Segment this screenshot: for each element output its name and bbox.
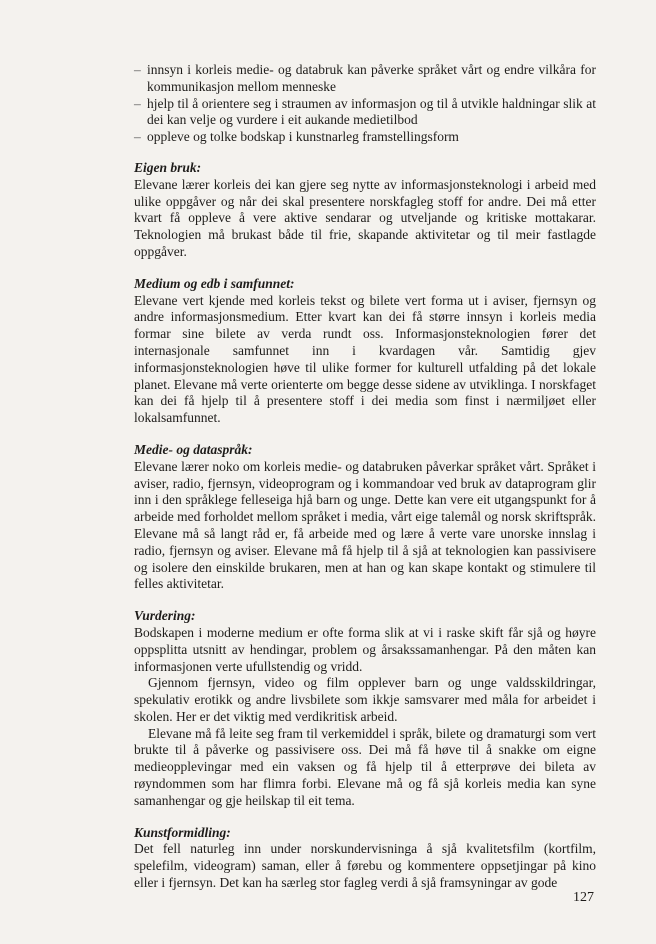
page-number: 127: [573, 890, 594, 905]
paragraph: Elevane lærer noko om korleis medie- og databruken påverkar språket vårt. Språket i aviser, radio, fjernsyn, videoprogram og i kommandoar ved bruk av dataprogram glir inn i den språklege felleseiga hjå barn og unge. Dette kan vere eit utgangspunkt for å arbeide med forholdet mellom språket i media, vårt eige talemål og norsk skriftspråk. Elevane må så langt råd er, få arbeide med og lære å verte vare unorske innslag i radio, fjernsyn og aviser. Elevane må få hjelp til å sjå at teknologien kan passivisere og isolere den einskilde brukaren, men at han og kan skape kontakt og stimulere til felles aktivitetar.: [134, 458, 596, 592]
paragraph: Bodskapen i moderne medium er ofte forma slik at vi i raske skift får sjå og høyre oppsplitta utsnitt av hendingar, problem og årsakssamanhengar. På den måten kan informasjonen verte ufullstendig og vridd.: [134, 624, 596, 674]
paragraph: Elevane må få leite seg fram til verkemiddel i språk, bilete og dramaturgi som vert brukte til å påverke og passivisere oss. Dei må få høve til å snakke om eigne medieopplevingar med ein vaksen og få hjelp til å etterprøve dei bileta av røyndommen som har flimra forbi. Elevane må og få sjå korleis media kan syne samanhengar og gje heilskap til eit tema.: [134, 725, 596, 808]
section-vurdering: [134, 608, 596, 810]
section-kunstformidling: [134, 825, 596, 892]
section-medie-og-datasprak: [134, 442, 596, 593]
section-heading: Vurdering:: [134, 608, 196, 624]
section-heading: Medie- og dataspråk:: [134, 441, 253, 457]
section-eigen-bruk: [134, 160, 596, 261]
section-heading: Eigen bruk:: [134, 159, 202, 175]
paragraph: Det fell naturleg inn under norskundervisninga å sjå kvalitetsfilm (kortfilm, spelefilm, videogram) saman, eller å førebu og kommentere oppsetjingar på kino eller i fjernsyn. Det kan ha særleg stor fagleg verdi å sjå framsyningar av gode: [134, 841, 596, 891]
bullet-item: – innsyn i korleis medie- og databruk kan påverke språket vårt og endre vilkåra for kommunikasjon mellom menneske: [134, 62, 596, 96]
bullet-item: – hjelp til å orientere seg i straumen av informasjon og til å utvikle haldningar slik at dei kan velje og vurdere i eit aukande medietilbod: [134, 96, 596, 130]
paragraph: Gjennom fjernsyn, video og film opplever barn og unge valdsskildringar, spekulativ erotikk og andre livsbilete som ikkje samsvarer med måla for arbeidet i skolen. Her er det viktig med verdikritisk arbeid.: [134, 675, 596, 724]
section-medium-og-edb: [134, 276, 596, 427]
paragraph: Elevane lærer korleis dei kan gjere seg nytte av informasjonsteknologi i arbeid med ulike oppgåver og når dei skal presentere norskfagleg stoff for andre. Dei må etter kvart få oppleve å vere aktive sendarar og utveljande og kritiske mottakarar. Teknologien må brukast både til frie, skapande aktivitetar og til meir fastlagde oppgåver.: [134, 176, 596, 259]
paragraph: Elevane vert kjende med korleis tekst og bilete vert forma ut i aviser, fjernsyn og andre informasjonsmedium. Etter kvart kan dei få større innsyn i korleis media formar sine bilete av verda rundt oss. Informasjonsteknologien fører det internasjonale samfunnet inn i kvardagen vår. Samtidig gjev informasjonsteknologien høve til ulike former for kulturell utfalding på det lokale planet. Elevane må verte orienterte om begge desse sidene av utviklinga. I norskfaget kan dei få hjelp til å presentere stoff i dei media som finst i nærmiljøet eller lokalsamfunnet.: [134, 292, 596, 426]
bullet-list: [134, 62, 596, 146]
section-heading: Kunstformidling:: [134, 824, 231, 840]
section-heading: Medium og edb i samfunnet:: [134, 275, 295, 291]
bullet-item: – oppleve og tolke bodskap i kunstnarleg framstellingsform: [134, 129, 596, 146]
